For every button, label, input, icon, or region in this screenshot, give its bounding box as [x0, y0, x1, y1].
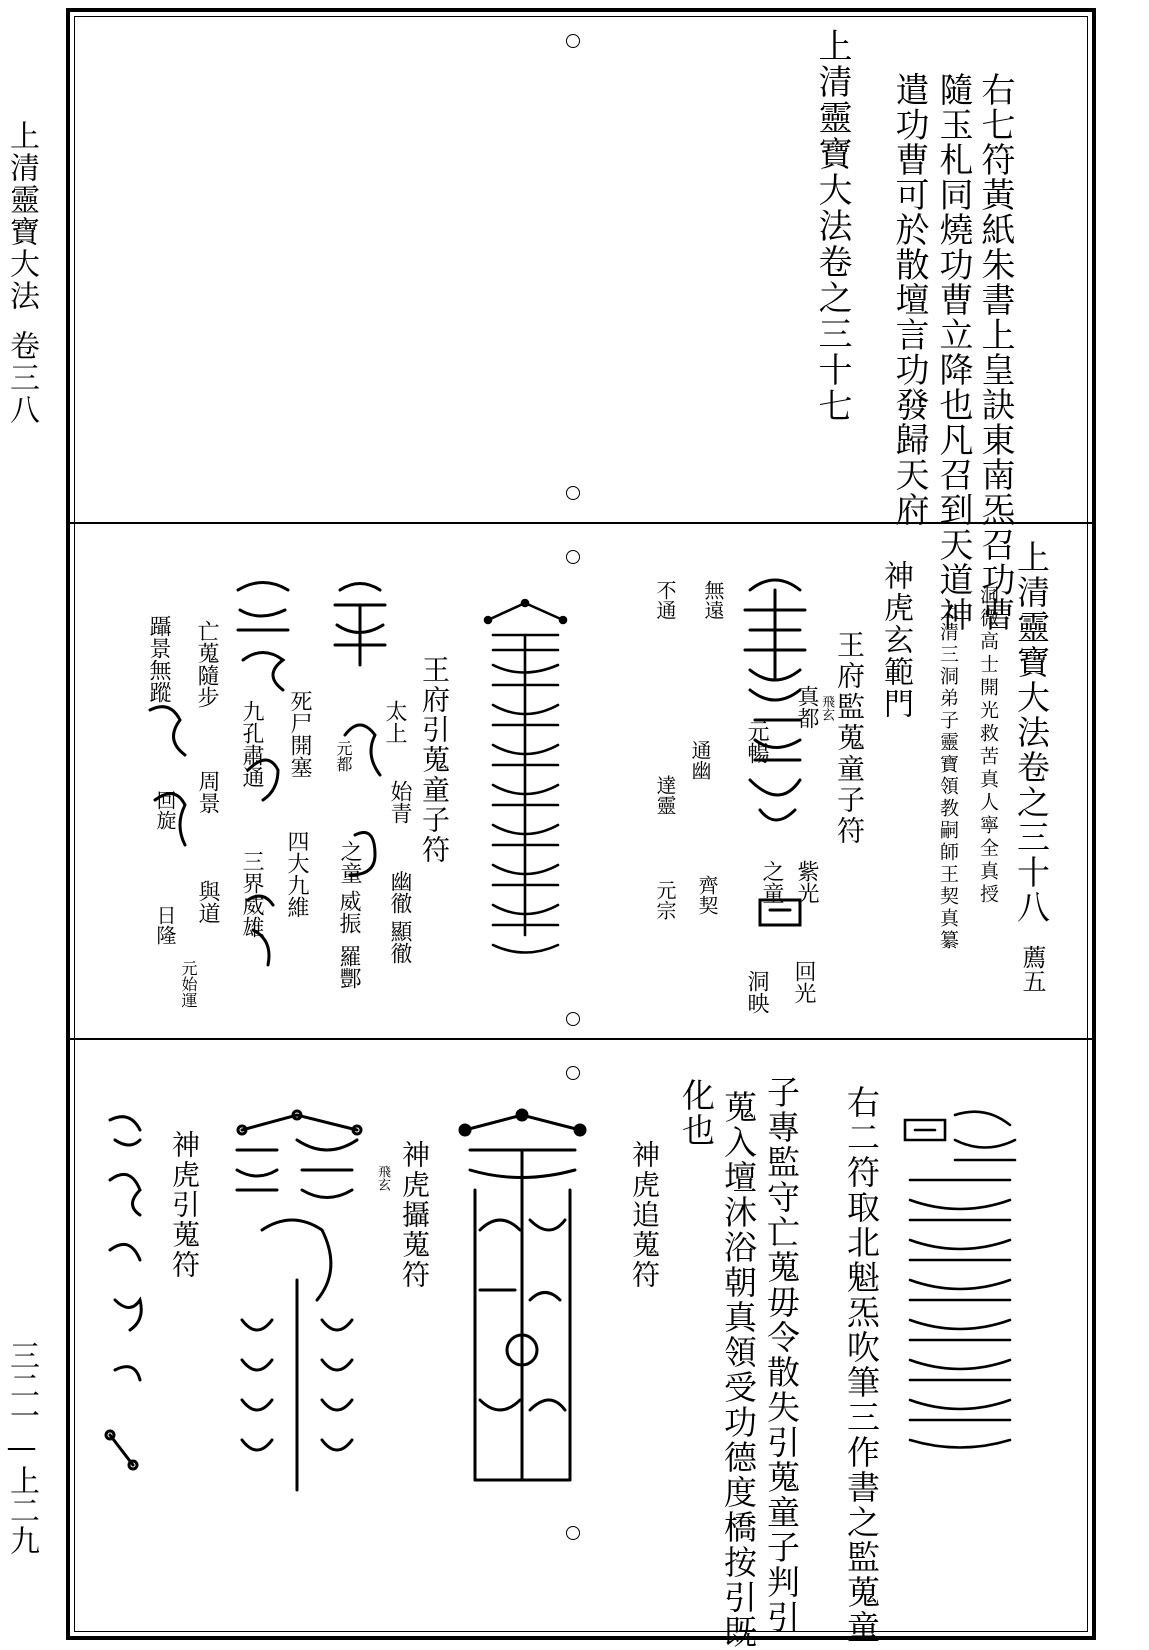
talisman2-inscription: 元都 — [334, 740, 353, 772]
talisman1-inscription: 真都 — [794, 685, 819, 729]
talisman2-inscription: 躡景無蹤 — [146, 615, 171, 703]
talisman1-name: 王府監蒐童子符 — [833, 630, 866, 847]
talisman5-glyph — [95, 1100, 155, 1480]
panel3-text-line-2: 子專監守亡蒐毋令散失引蒐童子判引 — [762, 1075, 801, 1635]
talisman4-glyph — [222, 1100, 382, 1510]
panel2-credit-2: 上清三洞弟子靈寶領教嗣師王契真纂 — [937, 600, 959, 952]
binding-hole — [566, 1066, 580, 1080]
talisman1-side-label: 通幽 — [688, 740, 712, 780]
talisman2-inscription: 亡蒐隨步 — [194, 620, 219, 708]
talisman2-inscription: 威振 — [336, 890, 361, 934]
panel1-title: 上清靈寶大法卷之三十七 — [812, 28, 852, 424]
panel3-text-line-4: 化也 — [677, 1078, 716, 1148]
talisman2-inscription: 死尸開塞 — [287, 690, 312, 778]
central-talisman-glyph — [478, 595, 573, 970]
talisman2-inscription: 周景 — [195, 770, 220, 814]
talisman3-glyph — [455, 1100, 590, 1500]
talisman1-inscription: 洞映 — [744, 970, 769, 1014]
talisman1-side-label: 無遠 — [701, 580, 725, 620]
talisman1-note: 飛玄 — [819, 695, 834, 721]
talisman4-note: 飛玄 — [375, 1165, 390, 1191]
talisman1-side-label: 齊契 — [695, 875, 719, 915]
talisman1-inscription: 元暢 — [744, 720, 769, 764]
talisman1-inscription: 紫光 — [794, 860, 819, 904]
binding-hole — [566, 1526, 580, 1540]
talisman2-glyph-column — [325, 575, 395, 995]
talisman2-inscription: 太上 — [382, 700, 407, 744]
panel3-right-talisman-glyph — [895, 1090, 1025, 1460]
talisman2-inscription: 顯徹 — [387, 920, 412, 964]
panel2-volume-tag: 薦五 — [1018, 945, 1046, 993]
talisman4-name: 神虎攝蒐符 — [398, 1140, 431, 1290]
talisman2-inscription: 之童 — [337, 840, 362, 884]
talisman3-name: 神虎追蒐符 — [628, 1140, 661, 1290]
panel3-text-line-3: 蒐入壇沐浴朝真領受功德度橋按引既 — [719, 1090, 758, 1650]
panel1-text-line-3: 遣功曹可於散壇言功發歸天府 — [889, 72, 929, 527]
talisman2-inscription: 九孔肅通 — [239, 700, 264, 788]
margin-volume: 卷三八 — [4, 330, 39, 426]
binding-hole — [566, 34, 580, 48]
panel2-title: 上清靈寶大法卷之三十八 — [1012, 540, 1051, 925]
binding-hole — [566, 1012, 580, 1026]
panel-divider-2 — [66, 1038, 1096, 1040]
talisman2-inscription: 羅酆 — [336, 945, 361, 989]
talisman1-inscription: 之童 — [759, 860, 784, 904]
talisman5-name: 神虎引蒐符 — [168, 1130, 201, 1280]
talisman2-name: 王府引蒐童子符 — [418, 655, 451, 865]
talisman2-inscription: 與道 — [195, 880, 220, 924]
talisman1-inscription: 回光 — [791, 960, 816, 1004]
panel3-text-line-1: 右二符取北魁炁吹筆三作書之監蒐童 — [842, 1085, 881, 1645]
talisman2-note: 元始運 — [179, 960, 198, 1008]
margin-book-title: 上清靈寶大法 — [4, 120, 39, 312]
talisman2-glyph-far-left — [140, 690, 200, 890]
talisman2-glyph-left — [228, 570, 298, 1030]
margin-page-number: 三二一—上二九 — [4, 1340, 39, 1555]
panel1-text-line-2: 隨玉札同燒功曹立降也凡召到天道神 — [933, 72, 973, 632]
talisman1-side-label: 元宗 — [653, 880, 677, 920]
talisman1-side-label: 不通 — [653, 580, 677, 620]
talisman2-inscription: 始青 — [387, 780, 412, 824]
panel2-credit-1: 洞微高士開光救苦真人寧全真授 — [977, 585, 999, 907]
talisman1-glyph — [730, 570, 820, 970]
talisman2-inscription: 幽徹 — [387, 870, 412, 914]
binding-hole — [566, 486, 580, 500]
panel1-text-line-1: 右七符黃紙朱書上皇訣東南炁召功曹 — [975, 72, 1015, 632]
talisman2-inscription: 回旋 — [153, 790, 177, 830]
talisman2-inscription: 三界威雄 — [239, 850, 264, 938]
section-heading: 神虎玄範門 — [878, 560, 913, 720]
talisman2-inscription: 日隆 — [153, 905, 177, 945]
binding-hole — [566, 550, 580, 564]
talisman2-inscription: 四大九維 — [284, 830, 309, 918]
talisman1-side-label: 達靈 — [653, 775, 677, 815]
